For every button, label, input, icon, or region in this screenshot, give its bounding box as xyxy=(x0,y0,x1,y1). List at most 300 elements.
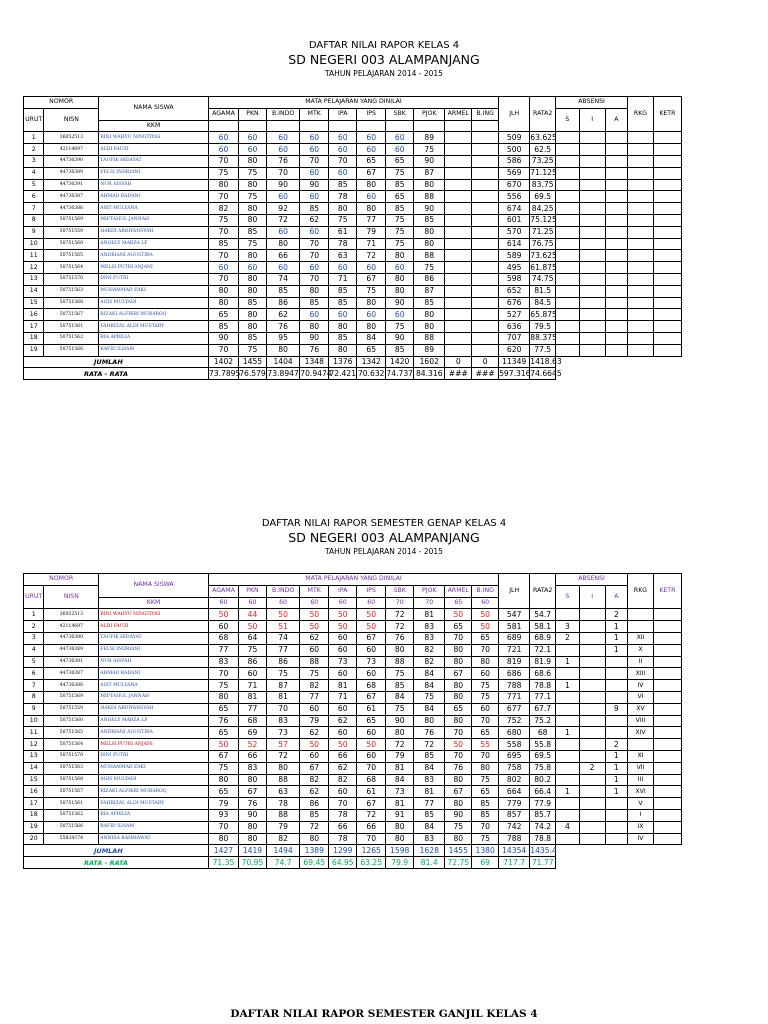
student-name: MIFTAHUL JANNAH xyxy=(99,691,209,703)
row-total: 581 xyxy=(499,621,530,633)
row-total: 601 xyxy=(499,214,530,226)
score-cell: 80 xyxy=(386,821,414,833)
table-row xyxy=(24,621,725,633)
row-total: 676 xyxy=(499,297,530,309)
row-total: 677 xyxy=(499,703,530,715)
score-cell xyxy=(472,332,499,344)
row-nisn: 36052513 xyxy=(44,132,99,144)
score-cell: 80 xyxy=(208,774,238,786)
score-cell: 85 xyxy=(329,332,357,344)
absensi-a xyxy=(605,833,628,845)
table-row xyxy=(24,703,725,715)
score-cell xyxy=(445,155,472,167)
student-name: HAKDI ARDIYANSYAH xyxy=(99,703,209,715)
table-row xyxy=(24,203,725,215)
ratarata-value: 73.7895 xyxy=(208,368,241,378)
absensi-i xyxy=(579,774,605,786)
score-cell: 75 xyxy=(386,703,414,715)
row-average: 68.9 xyxy=(530,632,556,644)
score-cell: 60 xyxy=(300,703,329,715)
urut-header: URUT xyxy=(24,108,44,132)
score-cell: 52 xyxy=(239,739,267,751)
absensi-s: 4 xyxy=(556,821,580,833)
score-cell: 50 xyxy=(357,609,386,621)
row-nisn: 50751560 xyxy=(44,715,99,727)
absensi-sub-header: A xyxy=(605,108,628,132)
table-row xyxy=(24,144,725,156)
score-cell: 65 xyxy=(386,191,414,203)
score-cell: 85 xyxy=(239,297,267,309)
jumlah-value: 1494 xyxy=(266,845,299,857)
score-cell xyxy=(445,203,472,215)
keterangan xyxy=(653,273,681,285)
student-name: FELSI INDRIANI xyxy=(99,167,209,179)
table-row xyxy=(24,155,725,167)
score-cell: 85 xyxy=(329,285,357,297)
absensi-i xyxy=(579,703,605,715)
score-cell: 68 xyxy=(357,774,386,786)
table-row xyxy=(24,809,725,821)
empty-cell xyxy=(628,845,654,857)
score-cell: 60 xyxy=(472,703,499,715)
score-cell: 80 xyxy=(386,273,414,285)
student-name: FAHRIZAL ALDI MUSTARY xyxy=(99,321,209,333)
ketr-header: KETR xyxy=(653,97,681,132)
score-cell: 91 xyxy=(386,809,414,821)
score-cell: 85 xyxy=(472,798,499,810)
sheet1-school: SD NEGERI 003 ALAMPANJANG xyxy=(288,52,480,67)
row-average: 71.125 xyxy=(530,168,557,178)
score-cell: 72 xyxy=(266,214,299,226)
score-cell: 60 xyxy=(357,191,386,203)
score-cell: 69 xyxy=(239,727,267,739)
score-cell: 79 xyxy=(357,226,386,238)
ratarata-value: 70.95 xyxy=(239,857,267,869)
row-average: 74.75 xyxy=(530,273,556,285)
absensi-a xyxy=(605,727,628,739)
absensi-s xyxy=(556,179,580,191)
score-cell: 83 xyxy=(414,632,445,644)
student-name: RAFID ILHAM xyxy=(99,344,209,356)
score-cell: 85 xyxy=(414,297,445,309)
row-number: 12 xyxy=(24,262,44,274)
student-name: AHMAD BADANI xyxy=(99,191,209,203)
score-cell: 75 xyxy=(472,691,499,703)
row-nisn: 44736391 xyxy=(44,179,99,191)
ranking xyxy=(628,226,654,238)
row-total: 570 xyxy=(499,226,530,238)
absensi-a xyxy=(605,238,628,250)
score-cell: 84 xyxy=(386,691,414,703)
score-cell xyxy=(472,144,499,156)
score-cell: 61 xyxy=(357,703,386,715)
empty-cell xyxy=(653,356,681,368)
score-cell xyxy=(445,191,472,203)
score-cell: 70 xyxy=(208,273,238,285)
score-cell: 60 xyxy=(300,644,329,656)
row-nisn: 44736386 xyxy=(44,203,99,215)
score-cell: 80 xyxy=(445,774,472,786)
score-cell: 88 xyxy=(414,250,445,262)
score-cell: 72 xyxy=(266,750,299,762)
row-number: 14 xyxy=(24,285,44,297)
row-average: 80.2 xyxy=(530,774,556,786)
score-cell: 80 xyxy=(357,297,386,309)
row-number: 20 xyxy=(24,833,44,845)
absensi-header: ABSENSI xyxy=(556,574,628,586)
jumlah-average: 1418.63 xyxy=(530,356,562,366)
score-cell: 76 xyxy=(266,155,299,167)
row-number: 19 xyxy=(24,821,44,833)
table-row xyxy=(24,238,725,250)
score-cell: 65 xyxy=(472,786,499,798)
score-cell: 60 xyxy=(239,132,267,144)
ranking: V xyxy=(628,798,654,810)
row-average: 79.5 xyxy=(530,321,556,333)
score-cell: 71 xyxy=(329,691,357,703)
score-cell: 70 xyxy=(266,167,299,179)
score-cell: 83 xyxy=(414,833,445,845)
score-cell: 85 xyxy=(208,321,238,333)
score-cell: 60 xyxy=(266,191,299,203)
keterangan xyxy=(653,344,681,356)
student-name: RIZAKI ALFIKRI MUBAROQ xyxy=(99,786,209,798)
score-cell: 89 xyxy=(414,344,445,356)
ratarata-value: 70.632 xyxy=(357,368,385,378)
absensi-a: 2 xyxy=(605,609,628,621)
keterangan xyxy=(653,809,681,821)
score-cell: 73 xyxy=(386,786,414,798)
score-cell: 80 xyxy=(239,155,267,167)
ratarata-value: 74.737 xyxy=(386,368,413,378)
score-cell: 80 xyxy=(414,321,445,333)
student-name: ANDRIANI AGUSTIRA xyxy=(99,250,209,262)
row-total: 620 xyxy=(499,344,530,356)
score-cell: 81 xyxy=(329,680,357,692)
score-cell: 80 xyxy=(445,680,472,692)
row-average: 78.8 xyxy=(530,833,556,845)
absensi-s xyxy=(556,238,580,250)
score-cell: 81 xyxy=(414,786,445,798)
absensi-i xyxy=(579,691,605,703)
ranking xyxy=(628,297,654,309)
score-cell: 67 xyxy=(357,273,386,285)
absensi-i xyxy=(579,798,605,810)
absensi-a xyxy=(605,262,628,274)
row-total: 752 xyxy=(499,715,530,727)
score-cell: 90 xyxy=(300,332,329,344)
score-cell: 82 xyxy=(329,774,357,786)
row-average: 81.9 xyxy=(530,656,556,668)
sheet2-school: SD NEGERI 003 ALAMPANJANG xyxy=(288,530,480,545)
ranking xyxy=(628,155,654,167)
keterangan xyxy=(653,691,681,703)
score-cell xyxy=(472,167,499,179)
subject-header: AGAMA xyxy=(208,585,238,597)
keterangan xyxy=(653,632,681,644)
score-cell: 80 xyxy=(386,644,414,656)
row-total: 495 xyxy=(499,262,530,274)
kkm-value xyxy=(472,120,499,132)
subject-header: PKN xyxy=(239,108,267,120)
absensi-a xyxy=(605,798,628,810)
absensi-a xyxy=(605,691,628,703)
row-number: 5 xyxy=(24,656,44,668)
score-cell: 83 xyxy=(414,774,445,786)
score-cell: 89 xyxy=(414,132,445,144)
absensi-i xyxy=(579,262,605,274)
score-cell xyxy=(472,203,499,215)
score-cell: 95 xyxy=(266,332,299,344)
score-cell: 80 xyxy=(386,250,414,262)
score-cell: 75 xyxy=(472,774,499,786)
absensi-i xyxy=(579,727,605,739)
ranking: III xyxy=(628,774,654,786)
absensi-a xyxy=(605,809,628,821)
score-cell: 74 xyxy=(266,632,299,644)
score-cell: 70 xyxy=(445,727,472,739)
score-cell xyxy=(472,321,499,333)
row-number: 4 xyxy=(24,644,44,656)
ranking xyxy=(628,214,654,226)
absensi-i xyxy=(579,621,605,633)
row-nisn: 42114697 xyxy=(44,144,99,156)
table-row xyxy=(24,750,725,762)
row-total: 689 xyxy=(499,632,530,644)
jlh-header: JLH xyxy=(499,97,530,132)
score-cell xyxy=(472,226,499,238)
score-cell: 78 xyxy=(329,191,357,203)
score-cell xyxy=(445,344,472,356)
row-number: 2 xyxy=(24,621,44,633)
table-row xyxy=(24,715,725,727)
row-nisn: 44736387 xyxy=(44,191,99,203)
score-cell: 65 xyxy=(208,786,238,798)
keterangan xyxy=(653,798,681,810)
keterangan xyxy=(653,297,681,309)
jumlah-row xyxy=(24,356,725,368)
row-number: 8 xyxy=(24,214,44,226)
score-cell: 82 xyxy=(414,644,445,656)
empty-cell xyxy=(653,368,681,380)
absensi-a xyxy=(605,656,628,668)
row-total: 742 xyxy=(499,821,530,833)
score-cell: 77 xyxy=(357,214,386,226)
score-cell: 76 xyxy=(445,762,472,774)
absensi-i xyxy=(579,203,605,215)
score-cell: 75 xyxy=(386,167,414,179)
absensi-a xyxy=(605,203,628,215)
absensi-s xyxy=(556,273,580,285)
row-nisn: 55834374 xyxy=(44,833,99,845)
score-cell: 70 xyxy=(329,798,357,810)
student-name: AHMAD BADANI xyxy=(99,668,209,680)
absensi-i xyxy=(579,632,605,644)
score-cell: 50 xyxy=(445,609,472,621)
row-nisn: 50751567 xyxy=(44,786,99,798)
row-number: 13 xyxy=(24,750,44,762)
score-cell: 51 xyxy=(266,621,299,633)
score-cell xyxy=(472,273,499,285)
score-cell: 71 xyxy=(357,238,386,250)
score-cell: 60 xyxy=(329,144,357,156)
score-cell: 66 xyxy=(329,821,357,833)
score-cell: 63 xyxy=(329,250,357,262)
kkm-value xyxy=(300,120,329,132)
keterangan xyxy=(653,644,681,656)
ratarata-average: 71.77 xyxy=(530,857,556,869)
jumlah-value: 1455 xyxy=(445,845,472,857)
score-cell: 70 xyxy=(329,155,357,167)
score-cell: 84 xyxy=(357,332,386,344)
absensi-s xyxy=(556,203,580,215)
score-cell: 75 xyxy=(239,344,267,356)
absensi-i xyxy=(579,715,605,727)
absensi-s xyxy=(556,833,580,845)
score-cell: 80 xyxy=(266,238,299,250)
row-average: 54.7 xyxy=(530,609,556,621)
score-cell: 88 xyxy=(300,656,329,668)
score-cell: 66 xyxy=(239,750,267,762)
ratarata-value: 64.95 xyxy=(329,857,357,869)
score-cell xyxy=(445,226,472,238)
row-nisn: 42114697 xyxy=(44,621,99,633)
score-cell: 80 xyxy=(239,833,267,845)
score-cell: 81 xyxy=(386,762,414,774)
score-cell: 75 xyxy=(239,644,267,656)
score-cell: 60 xyxy=(472,668,499,680)
row-average: 55.8 xyxy=(530,739,556,751)
score-cell: 60 xyxy=(208,132,238,144)
absensi-i xyxy=(579,739,605,751)
score-cell xyxy=(472,238,499,250)
score-cell: 75 xyxy=(386,214,414,226)
score-cell xyxy=(472,250,499,262)
absensi-i xyxy=(579,344,605,356)
score-cell xyxy=(472,132,499,144)
ratarata-value: 72.421 xyxy=(329,368,357,378)
score-cell: 66 xyxy=(329,750,357,762)
score-cell xyxy=(472,214,499,226)
ranking xyxy=(628,191,654,203)
row-total: 652 xyxy=(499,285,530,297)
ranking: VI xyxy=(628,691,654,703)
student-name: AGIS MULYADI xyxy=(99,774,209,786)
row-average: 75.125 xyxy=(530,215,557,225)
score-cell: 75 xyxy=(208,762,238,774)
keterangan xyxy=(653,238,681,250)
row-number: 14 xyxy=(24,762,44,774)
absensi-i xyxy=(579,179,605,191)
row-average: 71.25 xyxy=(530,226,556,238)
ratarata-value: 84.316 xyxy=(414,368,445,380)
keterangan xyxy=(653,762,681,774)
score-cell: 81 xyxy=(266,691,299,703)
table-row xyxy=(24,727,725,739)
row-average: 75.8 xyxy=(530,762,556,774)
score-cell: 86 xyxy=(266,656,299,668)
student-name: FAHRIZAL ALDI MUSTARY xyxy=(99,798,209,810)
subject-header: AGAMA xyxy=(208,108,238,120)
absensi-s xyxy=(556,715,580,727)
row-nisn: 44736387 xyxy=(44,668,99,680)
score-cell: 70 xyxy=(208,344,238,356)
score-cell: 70 xyxy=(357,833,386,845)
table-row xyxy=(24,798,725,810)
row-average: 84.5 xyxy=(530,297,556,309)
student-name: RINI WAHYU NINGTIYAS xyxy=(99,609,209,621)
score-cell: 60 xyxy=(357,668,386,680)
kkm-value: 60 xyxy=(266,597,299,609)
student-name: ANGELY MARZA LF xyxy=(99,238,209,250)
score-cell: 55 xyxy=(472,739,499,751)
score-cell xyxy=(445,332,472,344)
score-cell: 79 xyxy=(300,715,329,727)
row-average: 69.5 xyxy=(530,750,556,762)
score-cell: 65 xyxy=(386,155,414,167)
jumlah-value: 1427 xyxy=(208,845,238,857)
score-cell: 70 xyxy=(300,238,329,250)
score-cell: 72 xyxy=(386,621,414,633)
row-average: 74.2 xyxy=(530,821,556,833)
absensi-a xyxy=(605,191,628,203)
row-average: 77.9 xyxy=(530,798,556,810)
keterangan xyxy=(653,332,681,344)
score-cell: 70 xyxy=(300,273,329,285)
score-cell: 90 xyxy=(386,715,414,727)
absensi-sub-header: S xyxy=(556,585,580,609)
score-cell: 75 xyxy=(239,167,267,179)
ranking: VIII xyxy=(628,715,654,727)
score-cell: 75 xyxy=(300,668,329,680)
score-cell: 60 xyxy=(357,727,386,739)
row-nisn: 50751559 xyxy=(44,226,99,238)
absensi-s xyxy=(556,774,580,786)
score-cell: 60 xyxy=(386,309,414,321)
absensi-i xyxy=(579,609,605,621)
score-cell: 80 xyxy=(445,798,472,810)
ranking xyxy=(628,144,654,156)
row-number: 1 xyxy=(24,609,44,621)
absensi-s xyxy=(556,309,580,321)
row-total: 558 xyxy=(499,739,530,751)
score-cell: 60 xyxy=(239,262,267,274)
keterangan xyxy=(653,179,681,191)
table-row xyxy=(24,680,725,692)
score-cell: 80 xyxy=(445,691,472,703)
jumlah-value: 1402 xyxy=(208,356,238,368)
jumlah-value: 1380 xyxy=(472,845,499,857)
row-nisn: 44736390 xyxy=(44,155,99,167)
absensi-i xyxy=(579,644,605,656)
row-number: 18 xyxy=(24,809,44,821)
row-nisn: 50751567 xyxy=(44,309,99,321)
score-cell: 70 xyxy=(472,644,499,656)
score-cell: 76 xyxy=(239,798,267,810)
table-row xyxy=(24,739,725,751)
score-cell: 70 xyxy=(208,668,238,680)
table-row xyxy=(24,762,725,774)
score-cell: 63 xyxy=(266,786,299,798)
absensi-sub-header: A xyxy=(605,585,628,609)
table-row xyxy=(24,191,725,203)
score-cell: 65 xyxy=(472,727,499,739)
score-cell: 81 xyxy=(386,798,414,810)
table-row xyxy=(24,273,725,285)
table-row xyxy=(24,285,725,297)
nomor-header: NOMOR xyxy=(24,97,99,109)
score-cell: 80 xyxy=(445,656,472,668)
